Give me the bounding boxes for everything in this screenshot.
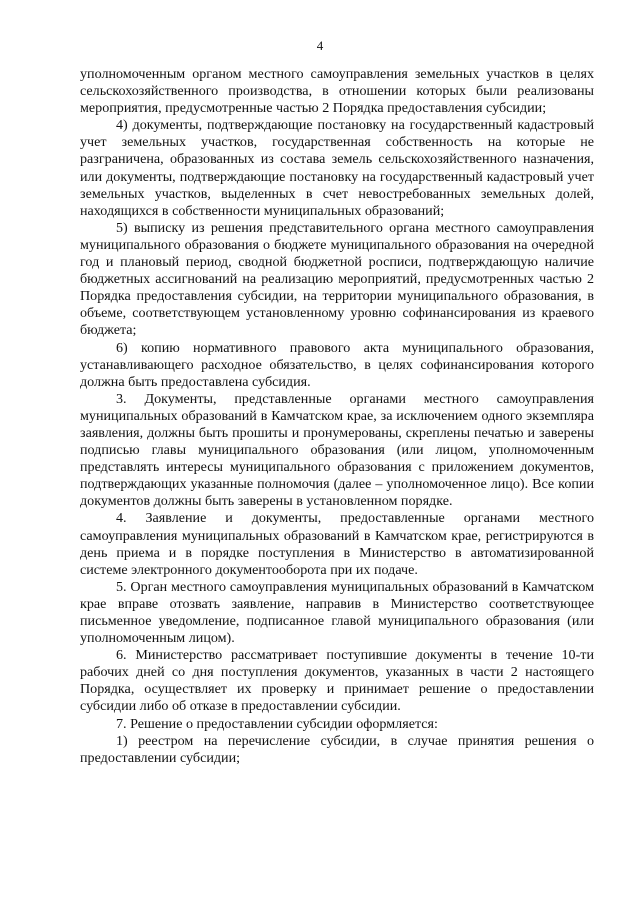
document-body (80, 66, 594, 767)
paragraph-item-5: 5) выписку из решения представительного органа местного самоуправления муниципального образования о бюджете муниципального образования на очередной год и плановый период, сводной бюджетной росписи, подтверждающую наличие бюджетных ассигнований на реализацию мероприятий, предусмотренных частью 2 Порядка предоставления субсидии, на территории муниципального образования, в объеме, соответствующем установленному уровню софинансирования из краевого бюджета; (80, 219, 594, 339)
paragraph-section-6: 6. Министерство рассматривает поступившие документы в течение 10-ти рабочих дней со дня поступления документов, указанных в части 2 настоящего Порядка, осуществляет их проверку и принимает решение о предоставлении субсидии либо об отказе в предоставлении субсидии. (80, 647, 594, 715)
paragraph-item-4: 4) документы, подтверждающие постановку на государственный кадастровый учет земельных участков, государственная собственность на которые не разграничена, образованных из состава земель сельскохозяйственного назначения, или документы, подтверждающие постановку на государственный кадастровый учет земельных участков, выделенных в счет невостребованных земельных долей, находящихся в собственности муниципальных образований; (80, 117, 594, 219)
paragraph-section-3: 3. Документы, представленные органами местного самоуправления муниципальных образований в Камчатском крае, за исключением одного экземпляра заявления, должны быть прошиты и пронумерованы, скреплены печатью и заверены подписью главы муниципального образования (или лицом, уполномоченным представлять интересы муниципального образования с приложением документов, подтверждающих указанные полномочия (далее – уполномоченное лицо). Все копии документов должны быть заверены в установленном порядке. (80, 390, 594, 510)
paragraph-section-5: 5. Орган местного самоуправления муниципальных образований в Камчатском крае вправе отозвать заявление, направив в Министерство соответствующее письменное уведомление, подписанное главой муниципального образования (или уполномоченным лицом). (80, 578, 594, 647)
page-number: 4 (316, 38, 324, 53)
paragraph-item-6: 6) копию нормативного правового акта муниципального образования, устанавливающего расходное обязательство, в целях софинансирования которого должна быть предоставлена субсидия. (80, 339, 594, 390)
paragraph-section-7-item-1: 1) реестром на перечисление субсидии, в случае принятия решения о предоставлении субсидии; (80, 732, 594, 766)
paragraph-section-7: 7. Решение о предоставлении субсидии оформляется: (116, 715, 438, 732)
paragraph-continuation: уполномоченным органом местного самоуправления земельных участков в целях сельскохозяйственного производства, в отношении которых были реализованы мероприятия, предусмотренные частью 2 Порядка предоставления субсидии; (80, 66, 594, 117)
paragraph-section-4: 4. Заявление и документы, предоставленные органами местного самоуправления муниципальных образований в Камчатском крае, регистрируются в день приема и в порядке поступления в Министерство в автоматизированной системе электронного документооборота при их подаче. (80, 510, 594, 578)
